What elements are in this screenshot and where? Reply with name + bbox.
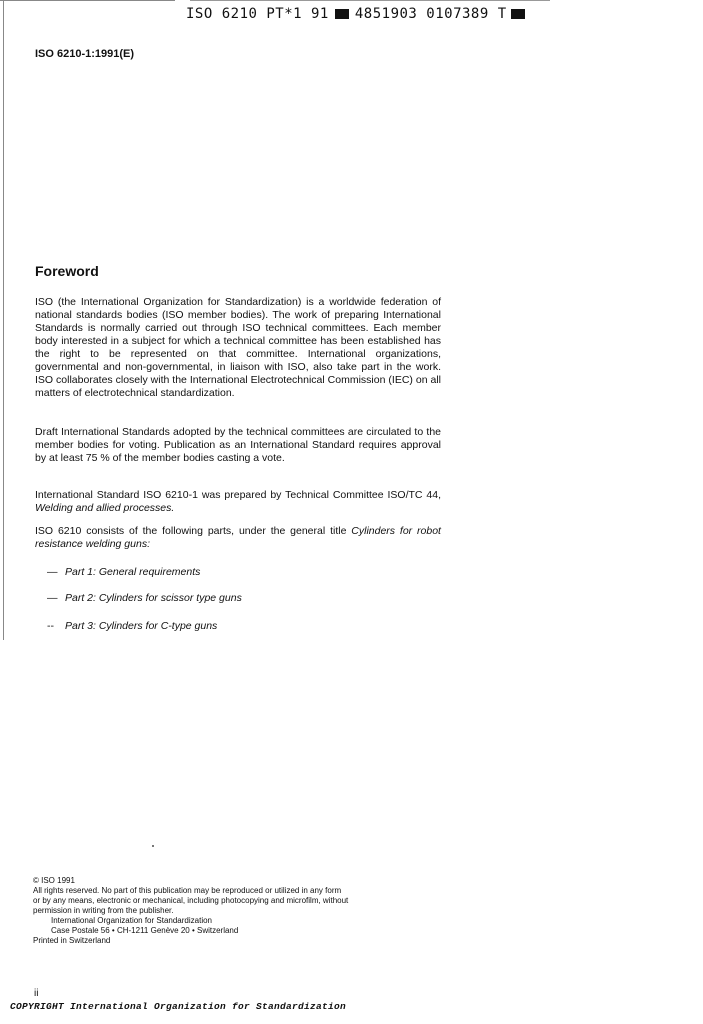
part-label: Part 3: Cylinders for C-type guns <box>65 620 218 632</box>
paragraph-4-italic: Cylinders for robot resistance welding guns: <box>35 525 441 550</box>
part-label: Part 1: General requirements <box>65 566 201 578</box>
paragraph-3-italic: Welding and allied processes. <box>35 502 175 514</box>
part-label: Part 2: Cylinders for scissor type guns <box>65 592 242 604</box>
page-number: ii <box>34 988 39 999</box>
list-item <box>47 620 217 632</box>
copyright-line: All rights reserved. No part of this publication may be reproduced or utilized in any form <box>33 886 342 895</box>
paragraph-4-text: ISO 6210 consists of the following parts, under the general title <box>35 525 347 537</box>
scan-top-edge-rule-right <box>190 0 550 1</box>
scan-top-edge-rule <box>0 0 175 1</box>
scan-header-code-b: 4851903 0107389 T <box>354 6 507 22</box>
scan-left-edge-rule <box>3 0 4 640</box>
publisher-address: Case Postale 56 • CH-1211 Genève 20 • Switzerland <box>51 926 239 935</box>
foreword-paragraph-1: ISO (the International Organization for Standardization) is a worldwide federation of national standards bodies (ISO member bodies). The work of preparing International Standards is normally carried out through ISO technical committees. Each member body interested in a subject for which a technical committee has been established has the right to be represented on that committee. International organizations, governmental and non-governmental, in liaison with ISO, also take part in the work. ISO collaborates closely with the International Electrotechnical Commission (IEC) on all matters of electrotechnical standardization. <box>35 296 441 399</box>
foreword-paragraph-2: Draft International Standards adopted by the technical committees are circulated to the member bodies for voting. Publication as an International Standard requires approval by at least 75 % of the member bodies casting a vote. <box>35 426 441 464</box>
redaction-block-icon <box>511 9 525 19</box>
foreword-paragraph-4 <box>35 525 441 551</box>
list-dash: — <box>47 566 58 578</box>
foreword-paragraph-3 <box>35 489 441 515</box>
copyright-footer: COPYRIGHT International Organization for Standardization <box>10 1001 347 1012</box>
foreword-heading: Foreword <box>35 263 99 279</box>
scan-speck <box>152 845 154 847</box>
paragraph-3-text: International Standard ISO 6210-1 was prepared by Technical Committee ISO/TC 44, <box>35 489 441 501</box>
printed-in: Printed in Switzerland <box>33 936 111 945</box>
scan-header-code <box>186 6 525 22</box>
copyright-line: permission in writing from the publisher. <box>33 906 174 915</box>
copyright-line: or by any means, electronic or mechanical, including photocopying and microfilm, without <box>33 896 349 905</box>
publisher-name: International Organization for Standardization <box>51 916 212 925</box>
copyright-notice <box>33 876 443 946</box>
scan-header-code-a: ISO 6210 PT*1 91 <box>186 6 329 22</box>
copyright-line: © ISO 1991 <box>33 876 75 885</box>
list-dash: — <box>47 592 58 604</box>
list-item <box>47 566 200 578</box>
list-dash: -- <box>47 620 54 632</box>
redaction-block-icon <box>335 9 349 19</box>
document-number: ISO 6210-1:1991(E) <box>35 48 135 60</box>
list-item <box>47 592 242 604</box>
